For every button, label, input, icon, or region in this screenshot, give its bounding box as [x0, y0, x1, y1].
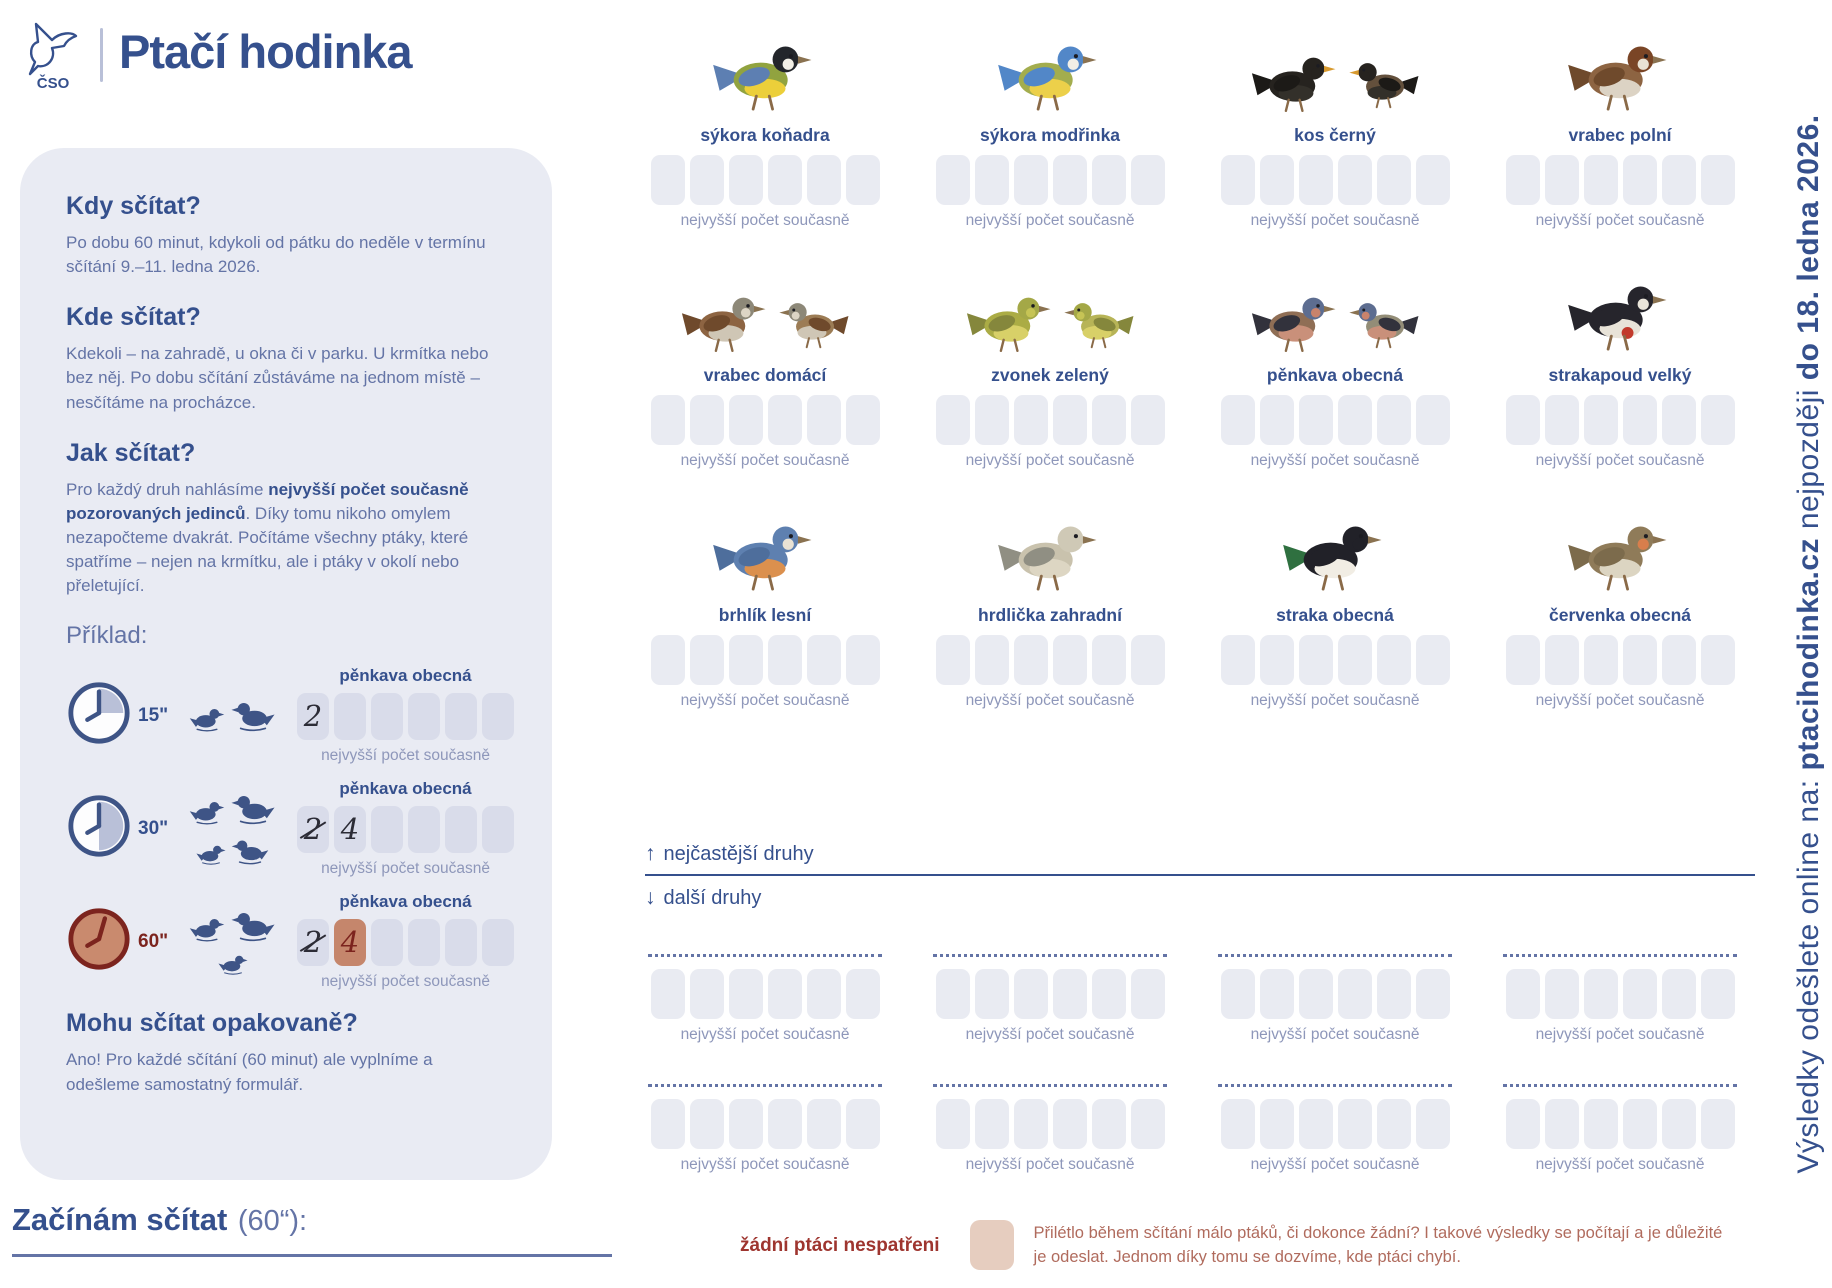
example-count-cells: [297, 919, 514, 966]
count-cell[interactable]: [690, 395, 724, 445]
count-cell[interactable]: [807, 635, 841, 685]
species-card: [1215, 254, 1455, 470]
logo-text: ČSO: [36, 75, 70, 92]
count-cells: [1506, 155, 1735, 205]
blank-species-card: [645, 954, 885, 1044]
count-cell[interactable]: [1338, 1099, 1372, 1149]
count-caption: nejvyšší počet současně: [680, 1156, 850, 1173]
count-cells: [1221, 635, 1450, 685]
repeat-body: Ano! Pro každé sčítání (60 minut) ale vyplníme a odešleme samostatný formulář.: [66, 1050, 433, 1094]
count-cell[interactable]: [1377, 969, 1411, 1019]
count-cells: [936, 395, 1165, 445]
count-caption: nejvyšší počet současně: [965, 212, 1135, 229]
bird-logo-icon: [22, 18, 84, 76]
count-cell: [445, 693, 477, 740]
divider-line: [645, 874, 1755, 876]
count-cell[interactable]: [807, 1099, 841, 1149]
count-cell: [408, 693, 440, 740]
no-birds-checkbox[interactable]: [970, 1220, 1014, 1270]
bird-illustration: [1566, 494, 1674, 600]
count-cell[interactable]: [1623, 1099, 1657, 1149]
sidebar-section-heading: Jak sčítat?: [66, 438, 196, 467]
example-count-block: [297, 666, 514, 765]
count-cell[interactable]: [1221, 1099, 1255, 1149]
count-cell[interactable]: [1260, 635, 1294, 685]
count-cell[interactable]: [1014, 635, 1048, 685]
count-cell[interactable]: [936, 155, 970, 205]
count-cell[interactable]: [1131, 155, 1165, 205]
count-cell[interactable]: [1584, 969, 1618, 1019]
count-caption: nejvyšší počet současně: [1535, 1156, 1705, 1173]
bird-illustration: [1250, 14, 1420, 120]
count-cell[interactable]: [1506, 155, 1540, 205]
bird-silhouettes: [176, 693, 289, 738]
species-form-area: [645, 14, 1755, 1270]
count-cell[interactable]: [846, 395, 880, 445]
count-cell[interactable]: [1701, 1099, 1735, 1149]
count-cells: [1221, 155, 1450, 205]
count-cells: [1221, 395, 1450, 445]
count-cell[interactable]: [846, 635, 880, 685]
count-cell[interactable]: [690, 155, 724, 205]
species-divider: [645, 842, 1755, 910]
sidebar-section: [66, 439, 514, 599]
bird-illustration: [680, 254, 850, 360]
count-cell[interactable]: [1506, 395, 1540, 445]
species-name-field[interactable]: [1218, 1084, 1452, 1087]
species-name-field[interactable]: [933, 1084, 1167, 1087]
count-cell[interactable]: [768, 155, 802, 205]
count-cell[interactable]: [1299, 969, 1333, 1019]
count-cell[interactable]: [1377, 635, 1411, 685]
count-cell: [445, 919, 477, 966]
example-time-label: 30": [138, 817, 169, 839]
count-cell[interactable]: [1701, 969, 1735, 1019]
species-card: [930, 14, 1170, 230]
count-cell[interactable]: [975, 969, 1009, 1019]
example-row: [66, 666, 514, 765]
count-cell[interactable]: [729, 969, 763, 1019]
count-caption: nejvyšší počet současně: [1535, 692, 1705, 709]
example-count-cells: [297, 806, 514, 853]
count-cell[interactable]: [936, 635, 970, 685]
count-cell: [482, 806, 514, 853]
species-name-field[interactable]: [648, 1084, 882, 1087]
count-cell[interactable]: [1053, 155, 1087, 205]
species-card: [1500, 494, 1740, 710]
species-name: pěnkava obecná: [1266, 365, 1404, 385]
count-cell[interactable]: [1092, 969, 1126, 1019]
count-cell[interactable]: [1584, 395, 1618, 445]
submit-note-middle: nejpozději: [1792, 380, 1825, 538]
count-caption: nejvyšší počet současně: [1535, 452, 1705, 469]
bird-illustration: [1566, 14, 1674, 120]
count-cell[interactable]: [1131, 635, 1165, 685]
count-cell[interactable]: [1260, 969, 1294, 1019]
bird-silhouettes: [176, 786, 289, 871]
count-cell[interactable]: [1053, 1099, 1087, 1149]
species-name-field[interactable]: [1503, 1084, 1737, 1087]
count-cell[interactable]: [1545, 395, 1579, 445]
count-cells: [936, 1099, 1165, 1149]
bird-illustration: [996, 494, 1104, 600]
count-cell[interactable]: [1053, 969, 1087, 1019]
other-species-row: [645, 886, 1755, 910]
count-cell[interactable]: [1221, 635, 1255, 685]
count-cell[interactable]: [729, 635, 763, 685]
clock-icon: [66, 793, 134, 864]
instructions-panel: [20, 148, 552, 1180]
count-caption: nejvyšší počet současně: [680, 1026, 850, 1043]
count-cell: [408, 919, 440, 966]
page-title: Ptačí hodinka: [119, 25, 412, 78]
start-count-label: Začínám sčítat: [12, 1202, 228, 1237]
example-species-name: pěnkava obecná: [339, 666, 472, 686]
count-cell: [371, 919, 403, 966]
sidebar-section: [66, 303, 514, 414]
count-cell[interactable]: [936, 969, 970, 1019]
count-cell[interactable]: [1416, 969, 1450, 1019]
count-cell[interactable]: [1014, 1099, 1048, 1149]
count-cell[interactable]: [690, 969, 724, 1019]
count-caption: nejvyšší počet současně: [1250, 1156, 1420, 1173]
no-birds-label: žádní ptáci nespatřeni: [740, 1235, 940, 1256]
count-cell[interactable]: [1260, 395, 1294, 445]
count-cell[interactable]: [1338, 635, 1372, 685]
count-cell[interactable]: [1131, 969, 1165, 1019]
bird-illustration: [1566, 254, 1674, 360]
species-name: vrabec polní: [1568, 125, 1672, 145]
count-cell[interactable]: [1299, 395, 1333, 445]
count-cell[interactable]: [1416, 395, 1450, 445]
example-count-cells: [297, 693, 514, 740]
count-caption: nejvyšší počet současně: [680, 692, 850, 709]
sidebar-section-heading: Kdy sčítat?: [66, 192, 201, 220]
sidebar-section-body: Kdekoli – na zahradě, u okna či v parku. U krmítka nebo bez něj. Po dobu sčítání zůstáváme na jednom místě – nesčítáme na procházce.: [66, 344, 489, 412]
count-cells: [936, 155, 1165, 205]
count-caption: nejvyšší počet současně: [965, 1026, 1135, 1043]
count-cell[interactable]: [975, 155, 1009, 205]
count-cell[interactable]: [846, 1099, 880, 1149]
most-common-species-row: [645, 842, 1755, 866]
count-cells: [651, 635, 880, 685]
count-cell[interactable]: [1377, 155, 1411, 205]
count-cell[interactable]: [1416, 1099, 1450, 1149]
header-divider: [100, 28, 103, 82]
bird-illustration: [996, 14, 1104, 120]
blank-species-card: [1500, 954, 1740, 1044]
example-time-label: 15": [138, 704, 169, 726]
count-cell: [371, 693, 403, 740]
count-cell[interactable]: [1584, 635, 1618, 685]
bird-illustration: [1250, 254, 1420, 360]
species-card: [930, 254, 1170, 470]
example-row: [66, 892, 514, 991]
blank-species-card: [1215, 1084, 1455, 1174]
cso-logo: [22, 18, 84, 91]
clock-icon: [66, 680, 134, 751]
count-cell[interactable]: [1545, 1099, 1579, 1149]
count-cell: 2: [297, 919, 329, 966]
count-caption: nejvyšší počet současně: [1250, 1026, 1420, 1043]
bird-illustration: [711, 494, 819, 600]
count-cell[interactable]: [768, 969, 802, 1019]
count-caption: nejvyšší počet současně: [965, 452, 1135, 469]
count-cell[interactable]: [1506, 1099, 1540, 1149]
count-cell[interactable]: [1092, 635, 1126, 685]
count-cells: [1221, 1099, 1450, 1149]
bird-illustration: [965, 254, 1135, 360]
count-cell[interactable]: [1662, 155, 1696, 205]
count-cell: 2: [297, 693, 329, 740]
count-cell[interactable]: [1014, 969, 1048, 1019]
count-caption: nejvyšší počet současně: [1250, 212, 1420, 229]
count-cell[interactable]: [1377, 395, 1411, 445]
count-cells: [651, 155, 880, 205]
species-name: hrdlička zahradní: [978, 605, 1122, 625]
count-cell[interactable]: [1053, 395, 1087, 445]
count-cell[interactable]: [1584, 155, 1618, 205]
most-common-species-label: nejčastější druhy: [663, 842, 814, 865]
species-name: kos černý: [1294, 125, 1376, 145]
species-name-field[interactable]: [1218, 954, 1452, 957]
count-cell[interactable]: [1299, 155, 1333, 205]
count-cell[interactable]: [651, 969, 685, 1019]
count-cell[interactable]: [1584, 1099, 1618, 1149]
sidebar-section: [66, 192, 514, 279]
bird-illustration: [711, 14, 819, 120]
count-caption: nejvyšší počet současně: [1535, 1026, 1705, 1043]
count-cells: [651, 969, 880, 1019]
count-cell[interactable]: [1092, 395, 1126, 445]
count-cell[interactable]: [1260, 155, 1294, 205]
species-name-field[interactable]: [933, 954, 1167, 957]
count-cell[interactable]: [729, 155, 763, 205]
no-birds-section: [645, 1220, 1755, 1270]
count-cell[interactable]: [975, 1099, 1009, 1149]
count-cell[interactable]: [1299, 1099, 1333, 1149]
example-row: [66, 779, 514, 878]
submit-online-note: [1792, 114, 1826, 1173]
count-cells: [936, 635, 1165, 685]
count-caption: nejvyšší počet současně: [680, 452, 850, 469]
example-count-block: [297, 892, 514, 991]
count-cell[interactable]: [1662, 969, 1696, 1019]
start-count-duration: (60“):: [237, 1205, 308, 1237]
count-cell: [408, 806, 440, 853]
species-name: brhlík lesní: [718, 605, 812, 625]
blank-species-card: [1215, 954, 1455, 1044]
no-birds-text: Přilétlo během sčítání málo ptáků, či dokonce žádní? I takové výsledky se počítají a je důležité je odeslat. Jednom díky tomu se dozvíme, kde ptáci chybí.: [1033, 1224, 1723, 1266]
count-cells: [1221, 969, 1450, 1019]
count-cell[interactable]: [846, 969, 880, 1019]
count-cell[interactable]: [1545, 635, 1579, 685]
submit-note-prefix: Výsledky odešlete online na:: [1792, 770, 1825, 1174]
count-cell[interactable]: [936, 395, 970, 445]
sidebar-section-heading: Kde sčítat?: [66, 303, 201, 332]
count-caption: nejvyšší počet současně: [1250, 692, 1420, 709]
species-card: [645, 494, 885, 710]
submit-note-website: ptacihodinka.cz: [1792, 537, 1825, 771]
bird-silhouettes: [176, 903, 289, 981]
sidebar-section-body: Po dobu 60 minut, kdykoli od pátku do neděle v termínu sčítání 9.–11. ledna 2026.: [66, 233, 486, 277]
count-cells: [1506, 1099, 1735, 1149]
count-cell[interactable]: [1377, 1099, 1411, 1149]
count-cell[interactable]: [975, 635, 1009, 685]
clock-icon: [66, 906, 134, 977]
species-name: červenka obecná: [1548, 605, 1692, 625]
count-cell[interactable]: [936, 1099, 970, 1149]
count-caption: nejvyšší počet současně: [1535, 212, 1705, 229]
count-cell: [371, 806, 403, 853]
count-cell[interactable]: [1623, 969, 1657, 1019]
count-cell[interactable]: [690, 1099, 724, 1149]
start-time-field[interactable]: [12, 1254, 612, 1257]
blank-species-card: [930, 954, 1170, 1044]
count-cell[interactable]: [1221, 395, 1255, 445]
species-card: [1500, 14, 1740, 230]
count-cell[interactable]: [1662, 1099, 1696, 1149]
count-cell[interactable]: [1131, 1099, 1165, 1149]
count-cell[interactable]: [1662, 395, 1696, 445]
count-cell[interactable]: [1014, 395, 1048, 445]
count-cell[interactable]: [1545, 155, 1579, 205]
count-cell[interactable]: [651, 395, 685, 445]
count-cell[interactable]: [1623, 395, 1657, 445]
count-cell[interactable]: [1701, 635, 1735, 685]
count-cell[interactable]: [768, 395, 802, 445]
count-cells: [1506, 635, 1735, 685]
count-caption: nejvyšší počet současně: [321, 973, 490, 991]
count-cell[interactable]: [1416, 155, 1450, 205]
count-cell[interactable]: [1338, 155, 1372, 205]
count-cell[interactable]: [729, 395, 763, 445]
count-cell[interactable]: [1221, 155, 1255, 205]
other-species-label: další druhy: [663, 886, 762, 909]
species-card: [645, 14, 885, 230]
count-cell[interactable]: [975, 395, 1009, 445]
sidebar-section-body: Pro každý druh nahlásíme nejvyšší počet současně pozorovaných jedinců. Díky tomu nikoho omylem nezapočteme dvakrát. Počítáme všechny ptáky, které spatříme – nejen na krmítku, ale i ptáky v okolí nebo přeletující.: [66, 479, 469, 596]
species-name: vrabec domácí: [703, 365, 827, 385]
count-cell[interactable]: [1092, 155, 1126, 205]
species-name: straka obecná: [1276, 605, 1394, 625]
species-name-field[interactable]: [1503, 954, 1737, 957]
count-cell[interactable]: [651, 635, 685, 685]
example-species-name: pěnkava obecná: [339, 779, 472, 799]
count-cell[interactable]: [651, 1099, 685, 1149]
count-cell[interactable]: [1260, 1099, 1294, 1149]
count-cell[interactable]: [690, 635, 724, 685]
count-cells: [1506, 969, 1735, 1019]
count-cell[interactable]: [768, 635, 802, 685]
count-cell[interactable]: [1506, 969, 1540, 1019]
count-cell: 4: [334, 919, 366, 966]
count-cell[interactable]: [1662, 635, 1696, 685]
count-cell: [482, 693, 514, 740]
count-cells: [936, 969, 1165, 1019]
species-card: [645, 254, 885, 470]
count-caption: nejvyšší počet současně: [321, 860, 490, 878]
count-cell[interactable]: [1338, 395, 1372, 445]
count-cell[interactable]: [846, 155, 880, 205]
arrow-up-icon: ↑: [645, 842, 656, 865]
blank-species-card: [930, 1084, 1170, 1174]
start-count-section: [12, 1202, 624, 1257]
species-name: sýkora modřinka: [979, 125, 1121, 145]
count-cells: [651, 1099, 880, 1149]
count-caption: nejvyšší počet současně: [680, 212, 850, 229]
blank-species-card: [645, 1084, 885, 1174]
species-card: [930, 494, 1170, 710]
count-cell[interactable]: [1416, 635, 1450, 685]
count-cells: [651, 395, 880, 445]
count-cell[interactable]: [807, 155, 841, 205]
count-cell: [482, 919, 514, 966]
repeat-heading: Mohu sčítat opakovaně?: [66, 1009, 358, 1038]
count-cell[interactable]: [1299, 635, 1333, 685]
count-cell[interactable]: [1506, 635, 1540, 685]
count-caption: nejvyšší počet současně: [321, 747, 490, 765]
species-name: strakapoud velký: [1548, 365, 1692, 385]
blank-species-card: [1500, 1084, 1740, 1174]
count-cell[interactable]: [1131, 395, 1165, 445]
arrow-down-icon: ↓: [645, 886, 656, 909]
bird-illustration: [1281, 494, 1389, 600]
example-count-block: [297, 779, 514, 878]
count-cell[interactable]: [1221, 969, 1255, 1019]
count-cell[interactable]: [1623, 155, 1657, 205]
count-caption: nejvyšší počet současně: [965, 1156, 1135, 1173]
count-cell[interactable]: [1701, 155, 1735, 205]
header: [22, 18, 412, 91]
count-caption: nejvyšší počet současně: [965, 692, 1135, 709]
count-cell: [445, 806, 477, 853]
species-name: zvonek zelený: [991, 365, 1109, 385]
species-name-field[interactable]: [648, 954, 882, 957]
count-cells: [1506, 395, 1735, 445]
species-card: [1500, 254, 1740, 470]
count-caption: nejvyšší počet současně: [1250, 452, 1420, 469]
count-cell[interactable]: [1092, 1099, 1126, 1149]
count-cell[interactable]: [1623, 635, 1657, 685]
species-card: [1215, 494, 1455, 710]
count-cell[interactable]: [1545, 969, 1579, 1019]
count-cell[interactable]: [807, 969, 841, 1019]
species-card: [1215, 14, 1455, 230]
species-name: sýkora koňadra: [700, 125, 830, 145]
count-cell[interactable]: [1338, 969, 1372, 1019]
submit-note-deadline: do 18. ledna 2026.: [1792, 114, 1825, 381]
count-cell[interactable]: [807, 395, 841, 445]
count-cell[interactable]: [1053, 635, 1087, 685]
count-cell[interactable]: [1701, 395, 1735, 445]
count-cell[interactable]: [651, 155, 685, 205]
count-cell: 4: [334, 806, 366, 853]
count-cell: [334, 693, 366, 740]
count-cell: 2: [297, 806, 329, 853]
count-cell[interactable]: [729, 1099, 763, 1149]
count-cell[interactable]: [1014, 155, 1048, 205]
example-label: Příklad:: [66, 622, 148, 650]
example-time-label: 60": [138, 930, 169, 952]
count-cell[interactable]: [768, 1099, 802, 1149]
example-species-name: pěnkava obecná: [339, 892, 472, 912]
